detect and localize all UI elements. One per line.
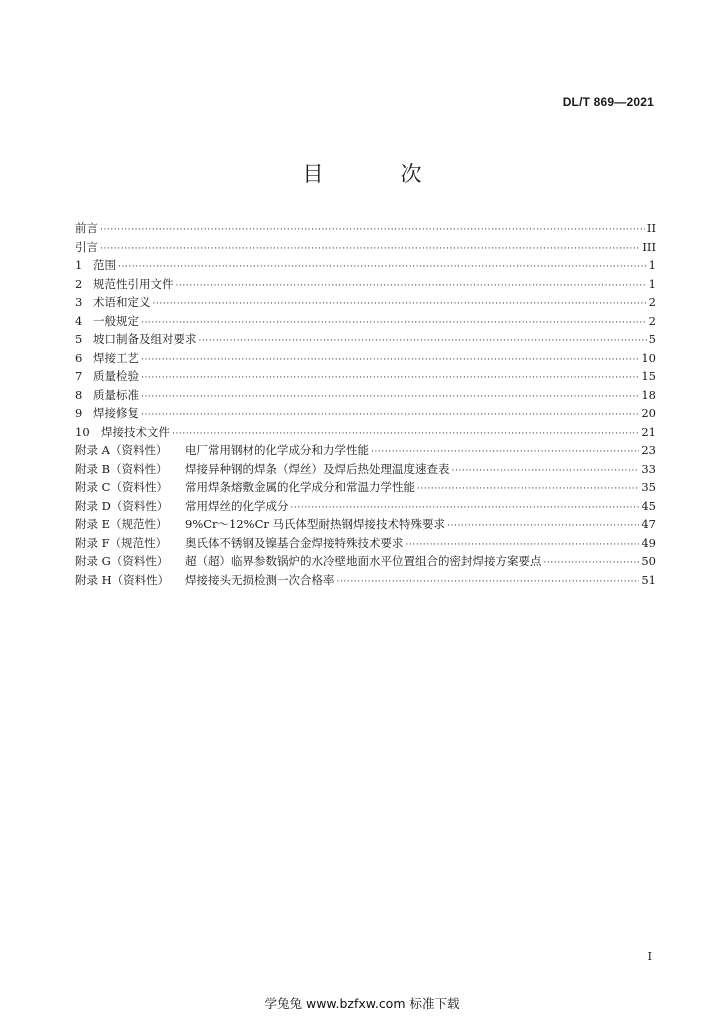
toc-entry-number: 8 [75,387,83,402]
toc-entry-page: 33 [641,461,656,476]
toc-leader-dots [199,336,647,346]
toc-entry-label: 焊接技术文件 [101,424,170,439]
toc-entry-label: 9%Cr～12%Cr 马氏体型耐热钢焊接技术特殊要求 [185,517,446,531]
toc-leader-dots [141,373,639,383]
toc-leader-dots [452,466,640,476]
toc-leader-dots [337,577,640,587]
toc-entry-number: 附录 E（规范性） [75,517,168,531]
toc-entry[interactable] [75,498,656,517]
toc-entry[interactable] [75,331,656,350]
page-title: 目 次 [302,162,450,186]
toc-entry-page: 1 [648,258,656,272]
toc-entry-number: 附录 H（资料性） [75,572,170,587]
toc-entry-number: 附录 C（资料性） [75,480,168,494]
toc-entry-page: 49 [641,535,656,550]
toc-entry-page: 5 [648,332,656,346]
toc-entry-page: 23 [641,443,656,457]
toc-leader-dots [141,392,639,402]
toc-entry-label: 术语和定义 [93,295,151,309]
toc-entry[interactable] [75,368,656,387]
toc-entry[interactable] [75,239,656,258]
toc-entry[interactable] [75,424,656,443]
toc-entry-page: 10 [641,350,656,365]
toc-entry-number: 附录 D（资料性） [75,498,169,513]
toc-entry-label: 坡口制备及组对要求 [93,332,197,346]
toc-entry-label: 一般规定 [93,313,139,328]
toc-entry-page: 2 [648,313,656,328]
toc-entry-label: 焊接异种钢的焊条（焊丝）及焊后热处理温度速查表 [185,461,450,476]
toc-entry[interactable] [75,387,656,406]
toc-leader-dots [417,484,639,494]
toc-entry-label: 范围 [93,258,116,272]
toc-entry[interactable] [75,276,656,295]
toc-entry-label: 焊接接头无损检测一次合格率 [185,572,335,587]
toc-entry-page: 47 [641,517,656,531]
toc-leader-dots [176,281,647,291]
toc-leader-dots [100,244,640,254]
toc-entry-number: 6 [75,350,83,365]
toc-entry-page: III [642,239,656,254]
toc-leader-dots [153,299,647,309]
toc-entry[interactable] [75,461,656,480]
document-code: DL/T 869—2021 [562,95,654,109]
toc-entry-page: II [646,221,656,235]
toc-entry-number: 附录 G（资料性） [75,554,169,568]
toc-leader-dots [291,503,640,513]
toc-entry-label: 焊接工艺 [93,350,139,365]
toc-leader-dots [141,318,647,328]
toc-leader-dots [172,429,639,439]
toc-leader-dots [447,521,639,531]
watermark-text: 学兔兔 www.bzfxw.com 标准下载 [264,996,460,1011]
toc-entry-number: 5 [75,332,83,346]
toc-leader-dots [406,540,640,550]
toc-entry-label: 焊接修复 [93,406,139,420]
toc-entry-label: 常用焊丝的化学成分 [185,498,289,513]
toc-entry[interactable] [75,516,656,535]
toc-entry-number: 附录 A（资料性） [75,443,168,457]
toc-entry-label: 超（超）临界参数锅炉的水冷壁地面水平位置组合的密封焊接方案要点 [185,554,542,568]
toc-leader-dots [371,447,639,457]
toc-entry-page: 21 [641,424,656,439]
toc-entry-label: 质量标准 [93,387,139,402]
toc-entry[interactable] [75,442,656,461]
toc-entry-page: 50 [641,554,656,568]
toc-entry-number: 7 [75,369,83,383]
toc-entry[interactable] [75,535,656,554]
toc-entry[interactable] [75,294,656,313]
page-number: I [647,950,652,963]
toc-entry-label: 常用焊条熔敷金属的化学成分和常温力学性能 [185,480,415,494]
toc-entry-number: 9 [75,406,83,420]
toc-entry-number: 附录 B（资料性） [75,461,168,476]
toc-entry-page: 15 [641,369,656,383]
toc-entry-page: 35 [641,480,656,494]
toc-entry-label: 引言 [75,239,98,254]
toc-entry[interactable] [75,405,656,424]
toc-entry[interactable] [75,257,656,276]
toc-entry-number: 2 [75,276,83,291]
toc-entry-number: 4 [75,313,83,328]
toc-entry-number: 3 [75,295,83,309]
toc-leader-dots [141,355,639,365]
toc-entry-page: 45 [641,498,656,513]
toc-entry-label: 质量检验 [93,369,139,383]
toc-leader-dots [544,558,640,568]
toc-entry-page: 18 [641,387,656,402]
table-of-contents [75,220,656,590]
toc-leader-dots [141,410,639,420]
toc-entry-page: 1 [648,276,656,291]
toc-entry-number: 10 [75,424,90,439]
toc-entry[interactable] [75,220,656,239]
toc-entry[interactable] [75,572,656,591]
toc-entry-number: 1 [75,258,83,272]
toc-entry[interactable] [75,553,656,572]
toc-entry-label: 奥氏体不锈钢及镍基合金焊接特殊技术要求 [185,535,404,550]
toc-entry-page: 51 [641,572,656,587]
toc-entry[interactable] [75,350,656,369]
toc-entry[interactable] [75,313,656,332]
toc-entry-page: 20 [641,406,656,420]
toc-entry-label: 规范性引用文件 [93,276,174,291]
toc-entry[interactable] [75,479,656,498]
toc-entry-number: 附录 F（规范性） [75,535,168,550]
toc-leader-dots [100,225,645,235]
toc-entry-label: 前言 [75,221,98,235]
toc-leader-dots [118,262,647,272]
toc-entry-label: 电厂常用钢材的化学成分和力学性能 [185,443,369,457]
toc-entry-page: 2 [648,295,656,309]
